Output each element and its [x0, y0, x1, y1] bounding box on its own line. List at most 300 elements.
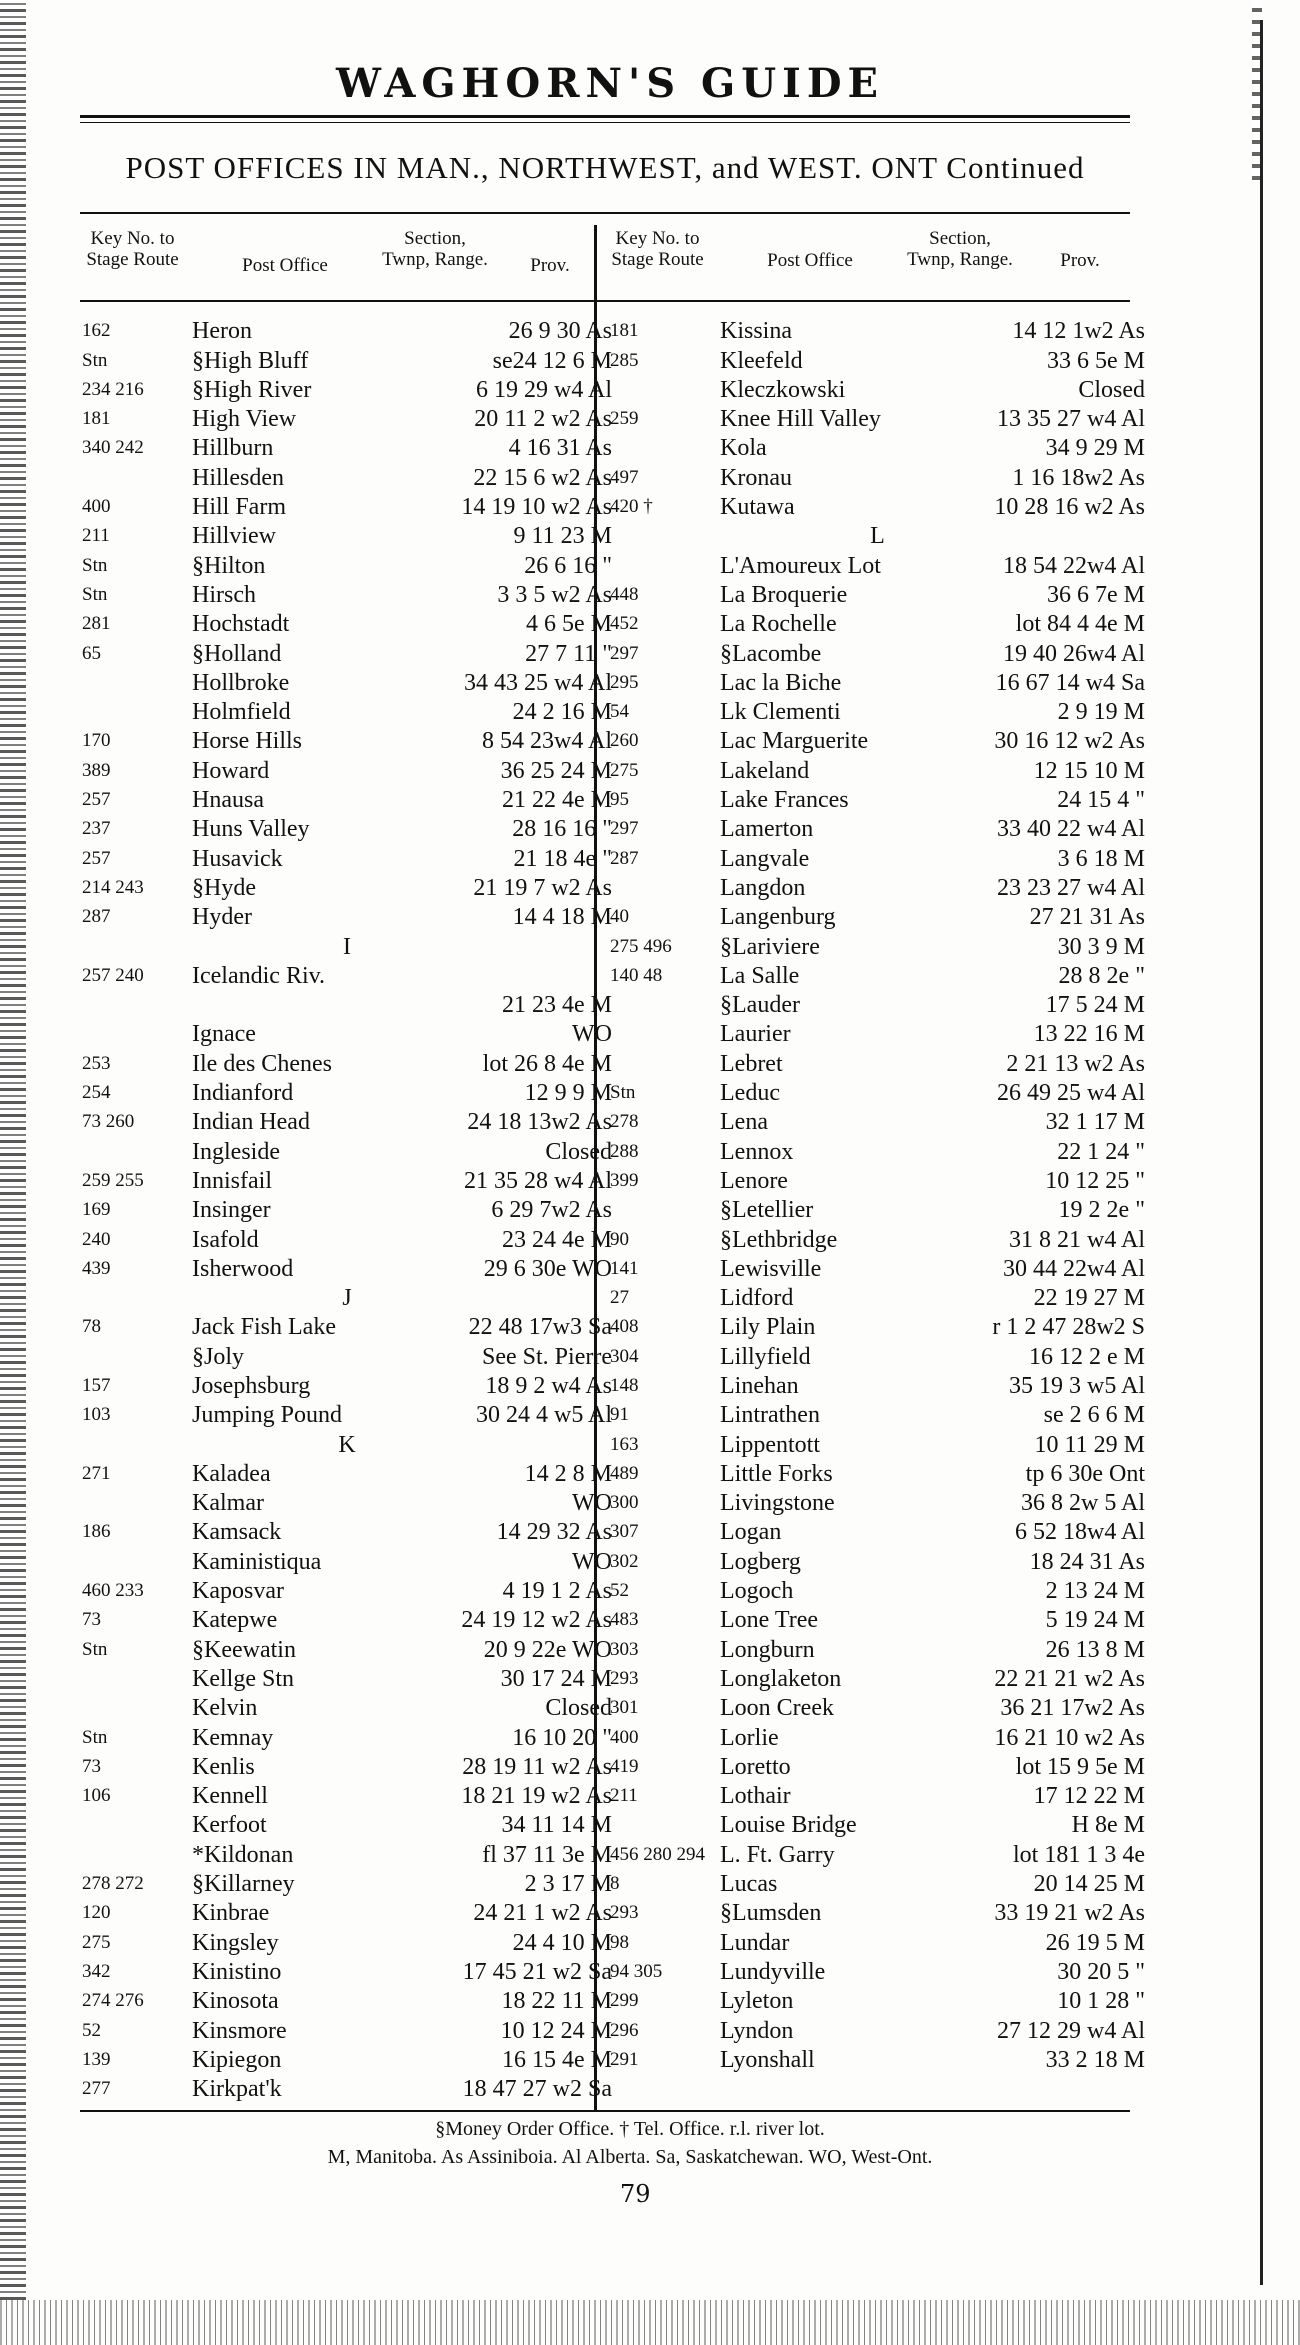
post-office-name: Isherwood: [192, 1255, 294, 1282]
route-key: 448: [610, 583, 639, 605]
route-key: 275 496: [610, 935, 672, 957]
route-key: 186: [82, 1521, 111, 1543]
route-key: 27: [610, 1287, 629, 1309]
location-code: 20 14 25 M: [1033, 1871, 1145, 1898]
location-code: 30 20 5 ": [1057, 1958, 1145, 1985]
post-office-row: [610, 1340, 1145, 1369]
post-office-name: Kipiegon: [192, 2046, 282, 2073]
col-head-office-right: Post Office: [767, 250, 853, 271]
route-key: 40: [610, 906, 629, 928]
location-code: H 8e M: [1071, 1812, 1145, 1839]
post-office-name: Husavick: [192, 845, 283, 872]
post-office-row: [610, 1838, 1145, 1867]
col-head-key-left: Key No. to Stage Route: [86, 228, 179, 270]
post-office-name: Indian Head: [192, 1109, 310, 1136]
location-code: 31 8 21 w4 Al: [1008, 1226, 1145, 1253]
col-head-prov-left: Prov.: [530, 255, 570, 276]
post-office-name: Icelandic Riv.: [192, 962, 326, 989]
route-key: 287: [610, 847, 639, 869]
post-office-row: [82, 1985, 612, 2014]
route-key: 400: [610, 1726, 639, 1748]
route-key: 139: [82, 2048, 111, 2070]
post-office-row: [82, 1253, 612, 1282]
post-office-name: Lothair: [720, 1783, 791, 1810]
location-code: 6 52 18w4 Al: [1014, 1519, 1145, 1546]
post-office-row: [82, 813, 612, 842]
post-office-name: Kutawa: [720, 494, 795, 521]
route-key: 237: [82, 818, 111, 840]
location-code: 14 2 8 M: [524, 1460, 612, 1487]
location-code: 27 7 11 ": [525, 640, 612, 667]
post-office-row: [610, 1135, 1145, 1164]
post-office-row: [82, 579, 612, 608]
post-office-row: [610, 696, 1145, 725]
post-office-row: [610, 667, 1145, 696]
post-office-name: Huns Valley: [192, 816, 310, 843]
post-office-row: [610, 1604, 1145, 1633]
route-key: 342: [82, 1960, 111, 1982]
post-office-row: [610, 1663, 1145, 1692]
location-code: se24 12 6 M: [492, 347, 612, 374]
post-office-name: High View: [192, 406, 297, 433]
location-code: 16 12 2 e M: [1029, 1343, 1145, 1370]
post-office-row: [82, 1458, 612, 1487]
post-office-row: [82, 1311, 612, 1340]
post-office-row: [82, 315, 612, 344]
route-key: 260: [610, 730, 639, 752]
post-office-name: Hirsch: [192, 581, 256, 608]
post-office-name: Lone Tree: [720, 1607, 818, 1634]
route-key: 148: [610, 1374, 639, 1396]
post-office-row: [610, 1985, 1145, 2014]
post-office-row: [610, 1487, 1145, 1516]
route-key: Stn: [610, 1082, 636, 1104]
post-office-row: [610, 1106, 1145, 1135]
post-office-name: Linehan: [720, 1372, 799, 1399]
post-office-row: [82, 696, 612, 725]
col-head-location-left: Section, Twnp, Range.: [382, 228, 488, 270]
location-code: WO: [572, 1490, 612, 1517]
location-code: 2 3 17 M: [524, 1871, 612, 1898]
post-office-name: Lac Marguerite: [720, 728, 869, 755]
location-code: 22 48 17w3 Sa: [468, 1314, 612, 1341]
post-office-name: Kalmar: [192, 1490, 264, 1517]
location-code: 28 8 2e ": [1058, 962, 1145, 989]
column-header-rule: [80, 300, 1130, 302]
post-office-name: Hollbroke: [192, 669, 290, 696]
post-office-row: [82, 2014, 612, 2043]
route-key: 78: [82, 1316, 101, 1338]
post-office-row: [82, 754, 612, 783]
route-key: 300: [610, 1492, 639, 1514]
post-office-row: [610, 1018, 1145, 1047]
post-office-row: [610, 754, 1145, 783]
location-code: 10 11 29 M: [1034, 1431, 1145, 1458]
post-office-name: Kronau: [720, 464, 792, 491]
post-office-name: Hyder: [192, 904, 252, 931]
post-office-row: [82, 901, 612, 930]
route-key: 52: [610, 1580, 629, 1602]
location-code: 24 4 10 M: [512, 1929, 612, 1956]
location-code: 4 16 31 As: [508, 435, 612, 462]
post-office-row: [82, 2073, 612, 2102]
location-code: 30 24 4 w5 Al: [475, 1402, 612, 1429]
post-office-row: [610, 989, 1145, 1018]
post-office-name: Kirkpat'k: [192, 2076, 282, 2103]
scan-bottom-edge: [0, 2300, 1300, 2345]
post-office-row: [610, 1926, 1145, 1955]
post-office-name: Longburn: [720, 1636, 815, 1663]
post-office-name: Kaministiqua: [192, 1548, 322, 1575]
post-office-name: Ingleside: [192, 1138, 280, 1165]
location-code: 27 21 31 As: [1029, 904, 1145, 931]
location-code: 21 23 4e M: [502, 992, 612, 1019]
post-office-row: [610, 930, 1145, 959]
post-office-row: [82, 872, 612, 901]
post-office-name: Hochstadt: [192, 611, 290, 638]
location-code: 16 67 14 w4 Sa: [995, 669, 1145, 696]
location-code: Closed: [545, 1138, 612, 1165]
location-code: lot 15 9 5e M: [1015, 1753, 1145, 1780]
location-code: 14 29 32 As: [496, 1519, 612, 1546]
post-office-name: §Keewatin: [192, 1636, 296, 1663]
col-head-office-left: Post Office: [242, 255, 328, 276]
post-office-row: [82, 1868, 612, 1897]
section-letter: [82, 930, 612, 959]
location-code: 14 12 1w2 As: [1012, 318, 1145, 345]
post-office-row: [82, 1575, 612, 1604]
post-office-row: [610, 1165, 1145, 1194]
post-office-row: [82, 403, 612, 432]
post-office-name: Lyndon: [720, 2017, 794, 2044]
location-code: 18 21 19 w2 As: [461, 1783, 612, 1810]
post-office-name: Kleefeld: [720, 347, 803, 374]
location-code: 19 40 26w4 Al: [1002, 640, 1145, 667]
post-office-row: [610, 344, 1145, 373]
post-office-name: Lenore: [720, 1167, 788, 1194]
header-rule: [80, 115, 1130, 118]
location-code: 19 2 2e ": [1058, 1197, 1145, 1224]
route-key: 54: [610, 701, 629, 723]
route-key: 257 240: [82, 964, 144, 986]
location-code: 8 54 23w4 Al: [481, 728, 612, 755]
post-office-name: Lakeland: [720, 757, 810, 784]
route-key: 254: [82, 1082, 111, 1104]
post-office-row: [82, 1340, 612, 1369]
location-code: 24 21 1 w2 As: [473, 1900, 612, 1927]
post-office-row: [610, 1047, 1145, 1076]
location-code: 22 19 27 M: [1033, 1285, 1145, 1312]
route-key: 297: [610, 642, 639, 664]
post-office-name: Logoch: [720, 1578, 794, 1605]
post-office-row: [610, 1223, 1145, 1252]
route-key: 90: [610, 1228, 629, 1250]
post-office-name: Logan: [720, 1519, 782, 1546]
location-code: 36 6 7e M: [1047, 581, 1145, 608]
post-office-row: [82, 1751, 612, 1780]
post-office-name: Lac la Biche: [720, 669, 842, 696]
location-code: 21 18 4e ": [513, 845, 612, 872]
footer-legend-line1: §Money Order Office. † Tel. Office. r.l. river lot.: [435, 2118, 825, 2140]
post-office-name: Horse Hills: [192, 728, 302, 755]
post-office-row: [610, 1370, 1145, 1399]
post-office-row: [82, 1809, 612, 1838]
location-code: 2 13 24 M: [1045, 1578, 1145, 1605]
location-code: 26 6 16 ": [524, 552, 612, 579]
location-code: 4 19 1 2 As: [502, 1578, 612, 1605]
post-office-row: [82, 1487, 612, 1516]
post-office-row: [82, 667, 612, 696]
post-office-name: Lucas: [720, 1871, 778, 1898]
location-code: 28 16 16 ": [512, 816, 612, 843]
post-office-row: [82, 549, 612, 578]
col-head-location-right: Section, Twnp, Range.: [907, 228, 1013, 270]
location-code: 2 21 13 w2 As: [1006, 1050, 1145, 1077]
post-office-row: [610, 725, 1145, 754]
route-key: 73: [82, 1609, 101, 1631]
location-code: 18 24 31 As: [1029, 1548, 1145, 1575]
location-code: 35 19 3 w5 Al: [1008, 1372, 1145, 1399]
post-office-row: [610, 1399, 1145, 1428]
location-code: 10 1 28 ": [1057, 1988, 1145, 2015]
location-code: lot 26 8 4e M: [482, 1050, 612, 1077]
post-office-name: L'Amoureux Lot: [720, 552, 881, 579]
right-column-list: [610, 315, 1145, 2073]
section-letter: [610, 520, 1145, 549]
post-office-row: [610, 1253, 1145, 1282]
location-code: 16 10 20 ": [512, 1724, 612, 1751]
post-office-row: [82, 1516, 612, 1545]
route-key: 181: [82, 408, 111, 430]
post-office-row: [610, 872, 1145, 901]
location-code: 26 9 30 As: [508, 318, 612, 345]
post-office-name: Lintrathen: [720, 1402, 820, 1429]
location-code: 10 28 16 w2 As: [994, 494, 1145, 521]
route-key: 489: [610, 1462, 639, 1484]
post-office-row: [610, 1633, 1145, 1662]
post-office-row: [610, 1194, 1145, 1223]
route-key: 439: [82, 1257, 111, 1279]
route-key: 95: [610, 789, 629, 811]
route-key: 274 276: [82, 1990, 144, 2012]
location-code: 22 21 21 w2 As: [994, 1665, 1145, 1692]
post-office-row: [82, 1223, 612, 1252]
post-office-row: [610, 1868, 1145, 1897]
location-code: tp 6 30e Ont: [1025, 1460, 1145, 1487]
location-code: 26 19 5 M: [1045, 1929, 1145, 1956]
post-office-name: §Killarney: [192, 1871, 295, 1898]
post-office-row: [82, 1692, 612, 1721]
post-office-name: Kamsack: [192, 1519, 282, 1546]
post-office-name: Katepwe: [192, 1607, 278, 1634]
route-key: 483: [610, 1609, 639, 1631]
location-code: 33 2 18 M: [1045, 2046, 1145, 2073]
route-key: 456 280 294: [610, 1843, 705, 1865]
location-code: 17 12 22 M: [1033, 1783, 1145, 1810]
location-code: 22 1 24 ": [1057, 1138, 1145, 1165]
post-office-row: [610, 1780, 1145, 1809]
post-office-name: Lorlie: [720, 1724, 779, 1751]
post-office-name: La Salle: [720, 962, 800, 989]
post-office-name: Kelvin: [192, 1695, 258, 1722]
post-office-row: [82, 1897, 612, 1926]
post-office-row: [82, 1165, 612, 1194]
post-office-name: Heron: [192, 318, 252, 345]
route-key: 257: [82, 789, 111, 811]
post-office-name: Jack Fish Lake: [192, 1314, 336, 1341]
route-key: 296: [610, 2019, 639, 2041]
post-office-name: Lidford: [720, 1285, 794, 1312]
route-key: 157: [82, 1374, 111, 1396]
post-office-row: [82, 1135, 612, 1164]
location-code: 32 1 17 M: [1045, 1109, 1145, 1136]
post-office-row: [82, 1956, 612, 1985]
post-office-row: [82, 784, 612, 813]
route-key: 106: [82, 1785, 111, 1807]
route-key: 211: [82, 525, 110, 547]
post-office-name: Kissina: [720, 318, 792, 345]
route-key: 8: [610, 1873, 620, 1895]
route-key: 304: [610, 1345, 639, 1367]
post-office-name: Ignace: [192, 1021, 256, 1048]
post-office-row: [82, 1721, 612, 1750]
location-code: 24 15 4 ": [1057, 787, 1145, 814]
post-office-name: Kennell: [192, 1783, 268, 1810]
post-office-row: [610, 813, 1145, 842]
post-office-name: Lyonshall: [720, 2046, 815, 2073]
route-key: 259 255: [82, 1169, 144, 1191]
post-office-row: [610, 2044, 1145, 2073]
post-office-row: [82, 989, 612, 1018]
post-office-row: [82, 1077, 612, 1106]
scan-left-edge: [0, 0, 26, 2300]
post-office-name: §Lariviere: [720, 933, 820, 960]
post-office-row: [610, 1077, 1145, 1106]
post-office-name: Kleczkowski: [720, 376, 846, 403]
post-office-row: [82, 432, 612, 461]
location-code: 21 19 7 w2 As: [473, 874, 612, 901]
post-office-row: [82, 637, 612, 666]
section-letter-text: J: [342, 1285, 352, 1312]
post-office-row: [610, 579, 1145, 608]
section-subtitle: POST OFFICES IN MAN., NORTHWEST, and WEST. ONT Continued: [125, 150, 1085, 185]
post-office-name: Langdon: [720, 874, 806, 901]
post-office-row: [82, 1545, 612, 1574]
route-key: 340 242: [82, 437, 144, 459]
route-key: 170: [82, 730, 111, 752]
location-code: 16 15 4e M: [502, 2046, 612, 2073]
post-office-row: [610, 1751, 1145, 1780]
route-key: 400: [82, 496, 111, 518]
section-letter: [82, 1282, 612, 1311]
route-key: 259: [610, 408, 639, 430]
post-office-row: [610, 315, 1145, 344]
left-column-list: [82, 315, 612, 2102]
route-key: 275: [610, 759, 639, 781]
section-letter-text: L: [870, 523, 885, 550]
location-code: 1 16 18w2 As: [1012, 464, 1145, 491]
post-office-name: §Hyde: [192, 874, 256, 901]
location-code: 17 45 21 w2 Sa: [462, 1958, 612, 1985]
route-key: 408: [610, 1316, 639, 1338]
location-code: 29 6 30e WO: [483, 1255, 612, 1282]
location-code: 24 2 16 M: [512, 699, 612, 726]
location-code: 33 40 22 w4 Al: [996, 816, 1145, 843]
post-office-row: [610, 1516, 1145, 1545]
post-office-row: [82, 2044, 612, 2073]
location-code: WO: [572, 1021, 612, 1048]
location-code: 21 35 28 w4 Al: [463, 1167, 612, 1194]
route-key: 214 243: [82, 876, 144, 898]
post-office-row: [82, 1838, 612, 1867]
post-office-name: Loretto: [720, 1753, 791, 1780]
location-code: 3 6 18 M: [1057, 845, 1145, 872]
post-office-name: Hillview: [192, 523, 276, 550]
post-office-row: [82, 461, 612, 490]
section-letter-text: K: [338, 1431, 356, 1458]
post-office-row: [82, 1780, 612, 1809]
route-key: 277: [82, 2078, 111, 2100]
post-office-row: [82, 1604, 612, 1633]
route-key: 73 260: [82, 1111, 135, 1133]
post-office-name: §Holland: [192, 640, 282, 667]
route-key: 163: [610, 1433, 639, 1455]
location-code: 34 11 14 M: [501, 1812, 612, 1839]
route-key: 73: [82, 1755, 101, 1777]
post-office-row: [610, 1809, 1145, 1838]
post-office-name: Kingsley: [192, 1929, 279, 1956]
post-office-name: Lennox: [720, 1138, 794, 1165]
post-office-row: [610, 461, 1145, 490]
post-office-name: Langenburg: [720, 904, 836, 931]
route-key: 299: [610, 1990, 639, 2012]
post-office-name: Lake Frances: [720, 787, 849, 814]
post-office-name: Lewisville: [720, 1255, 822, 1282]
post-office-name: Lundar: [720, 1929, 790, 1956]
location-code: 18 9 2 w4 As: [485, 1372, 612, 1399]
location-code: se 2 6 6 M: [1043, 1402, 1145, 1429]
post-office-name: §Joly: [192, 1343, 245, 1370]
route-key: 287: [82, 906, 111, 928]
post-office-name: Kenlis: [192, 1753, 255, 1780]
route-key: 211: [610, 1785, 638, 1807]
location-code: 26 13 8 M: [1045, 1636, 1145, 1663]
post-office-name: Kola: [720, 435, 767, 462]
location-code: 17 5 24 M: [1045, 992, 1145, 1019]
post-office-name: Howard: [192, 757, 270, 784]
route-key: Stn: [82, 554, 108, 576]
location-code: 6 29 7w2 As: [491, 1197, 612, 1224]
post-office-name: §Hilton: [192, 552, 266, 579]
post-office-row: [610, 637, 1145, 666]
location-code: 18 22 11 M: [501, 1988, 612, 2015]
location-code: 22 15 6 w2 As: [473, 464, 612, 491]
post-office-name: Livingstone: [720, 1490, 835, 1517]
post-office-row: [610, 1458, 1145, 1487]
post-office-name: Lippentott: [720, 1431, 820, 1458]
route-key: 169: [82, 1199, 111, 1221]
post-office-name: Indianford: [192, 1080, 294, 1107]
post-office-row: [610, 842, 1145, 871]
post-office-name: L. Ft. Garry: [720, 1841, 835, 1868]
post-office-name: Innisfail: [192, 1167, 272, 1194]
post-office-name: Kinosota: [192, 1988, 279, 2015]
route-key: 303: [610, 1638, 639, 1660]
post-office-name: Kemnay: [192, 1724, 274, 1751]
route-key: 293: [610, 1667, 639, 1689]
post-office-row: [82, 1018, 612, 1047]
post-office-row: [82, 520, 612, 549]
